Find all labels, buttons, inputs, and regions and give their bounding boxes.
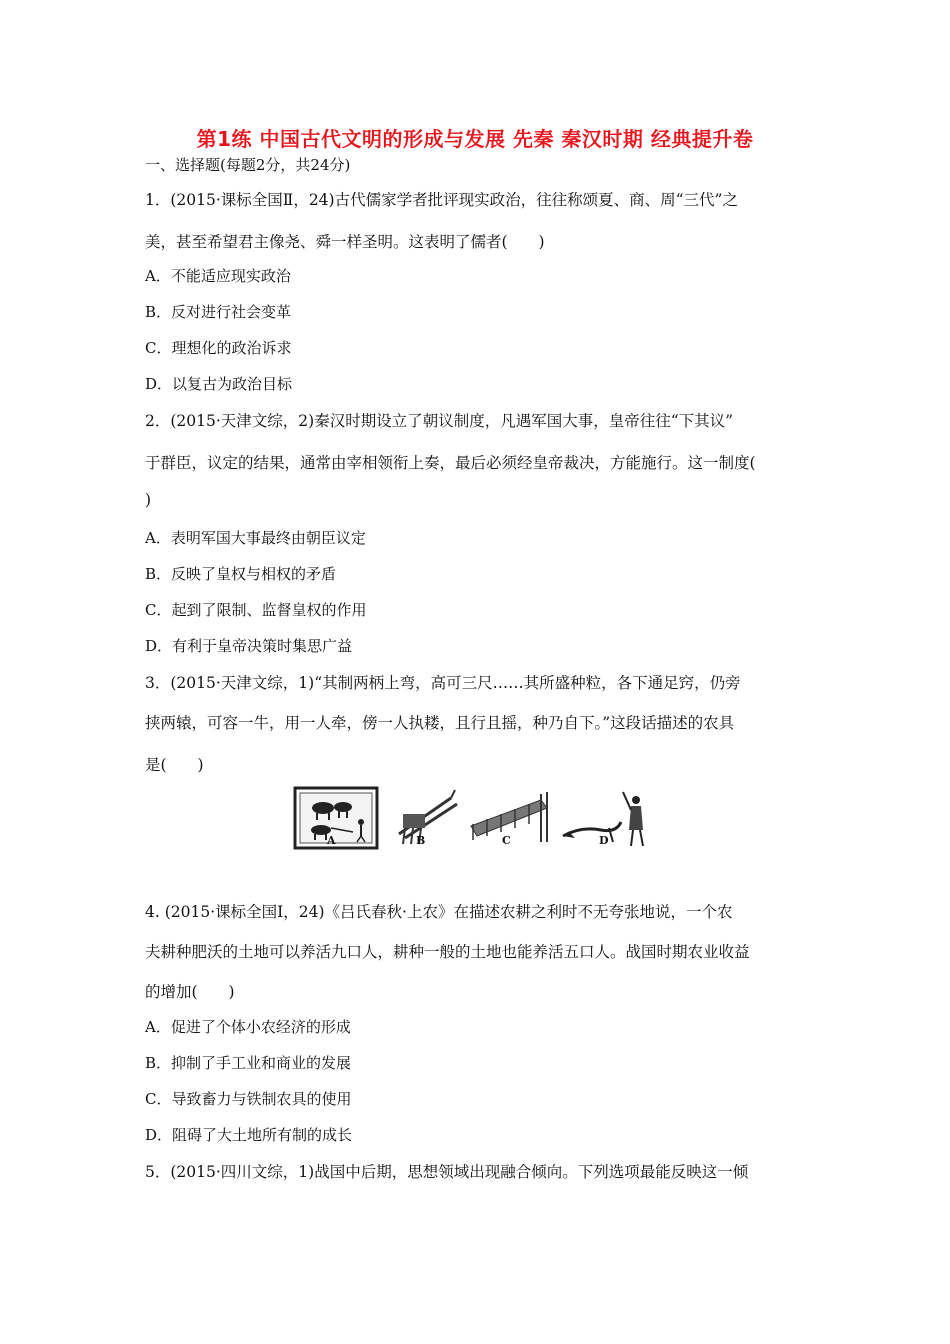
question-1-option-b: B．反对进行社会变革 [145, 303, 292, 321]
question-3-line-1: 3．(2015·天津文综，1)“其制两柄上弯，高可三尺……其所盛种粒，各下通足窍，仍旁 [145, 674, 741, 692]
question-4-option-a: A．促进了个体小农经济的形成 [145, 1018, 351, 1036]
question-2-line-1: 2．(2015·天津文综，2)秦汉时期设立了朝议制度，凡遇军国大事，皇帝往往“下其议” [145, 412, 734, 430]
question-3-line-2: 挟两辕，可容一牛，用一人牵，傍一人执耧，且行且摇，种乃自下。”这段话描述的农具 [145, 714, 735, 732]
question-4-line-1: 4. (2015·课标全国Ⅰ，24)《吕氏春秋·上农》在描述农耕之利时不无夸张地说，一个农 [145, 903, 733, 921]
question-4-option-b: B．抑制了手工业和商业的发展 [145, 1054, 352, 1072]
question-1-option-c: C．理想化的政治诉求 [145, 339, 292, 357]
section-heading: 一、选择题(每题2分，共24分) [145, 156, 351, 174]
ox-plough-rubbing-image [295, 788, 377, 848]
question-3-line-3: 是( ) [145, 756, 204, 774]
question-2-line-3: ) [145, 491, 152, 509]
question-1-line-2: 美，甚至希望君主像尧、舜一样圣明。这表明了儒者( ) [145, 233, 545, 251]
figure-label-a: A [327, 834, 336, 847]
question-4-option-d: D．阻碍了大土地所有制的成长 [145, 1126, 353, 1144]
question-1-option-d: D．以复古为政治目标 [145, 375, 293, 393]
page-title: 第1练 中国古代文明的形成与发展 先秦 秦汉时期 经典提升卷 [196, 127, 754, 151]
question-4-line-3: 的增加( ) [145, 983, 235, 1001]
figure-label-d: D [599, 834, 609, 847]
question-2-option-a: A．表明军国大事最终由朝臣议定 [145, 529, 366, 547]
seed-drill-image [399, 790, 457, 844]
question-2-option-b: B．反映了皇权与相权的矛盾 [145, 565, 337, 583]
question-4-option-c: C．导致畜力与铁制农具的使用 [145, 1090, 352, 1108]
figure-label-b: B [416, 834, 426, 847]
question-4-line-2: 夫耕种肥沃的土地可以养活九口人，耕种一般的土地也能养活五口人。战国时期农业收益 [145, 943, 750, 961]
question-1-option-a: A．不能适应现实政治 [145, 267, 291, 285]
figure-label-c: C [502, 834, 511, 847]
question-2-option-d: D．有利于皇帝决策时集思广益 [145, 637, 353, 655]
question-1-line-1: 1．(2015·课标全国Ⅱ，24)古代儒家学者批评现实政治，往往称颂夏、商、周“三代”之 [145, 191, 738, 209]
question-2-line-2: 于群臣，议定的结果，通常由宰相领衔上奏，最后必须经皇帝裁决，方能施行。这一制度( [145, 454, 756, 472]
question-2-option-c: C．起到了限制、监督皇权的作用 [145, 601, 367, 619]
question-5-line-1: 5．(2015·四川文综，1)战国中后期，思想领域出现融合倾向。下列选项最能反映这一倾 [145, 1163, 749, 1181]
